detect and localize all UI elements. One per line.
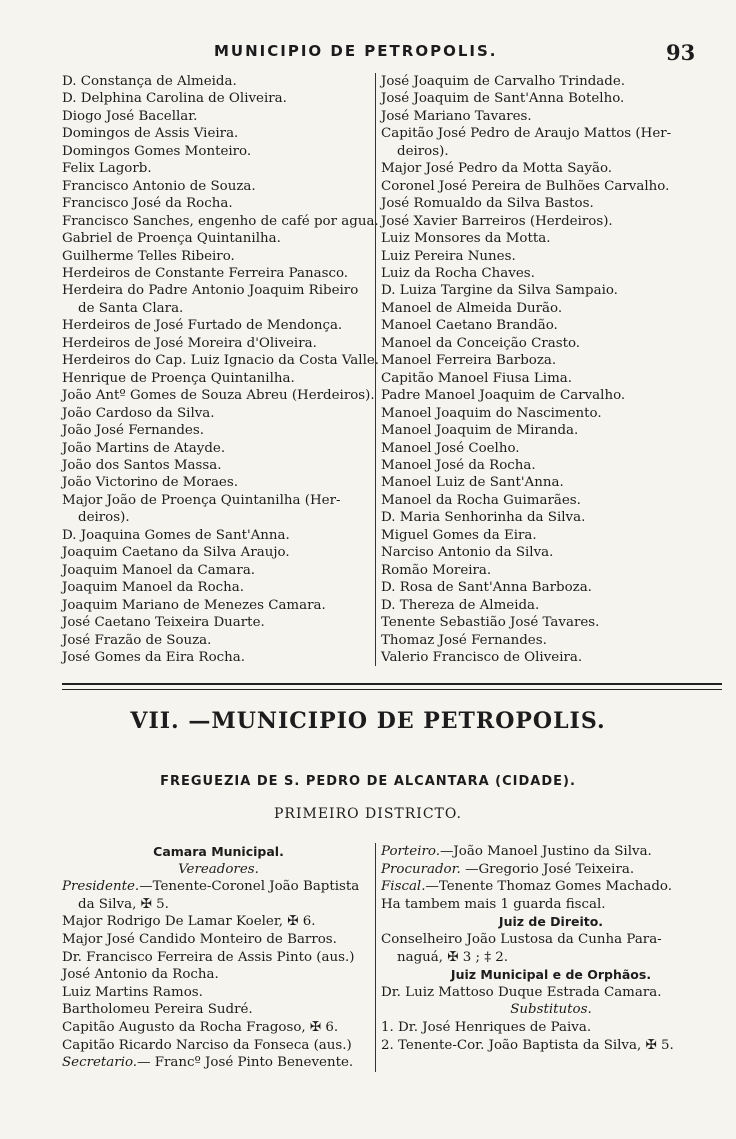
procurador-label: Procurador.: [381, 861, 461, 877]
porteiro-label: Porteiro.: [381, 844, 441, 859]
vereador-entry: Luiz Martins Ramos.: [62, 984, 203, 1000]
vereador-entry: Dr. Francisco Ferreira de Assis Pinto (aus.): [62, 949, 355, 965]
substitutos-heading: Substitutos.: [510, 1002, 592, 1018]
name-entry: José Romualdo da Silva Bastos.: [381, 196, 594, 212]
name-entry: Major João de Proença Quintanilha (Her-: [62, 492, 341, 508]
vereador-entry: Major José Candido Monteiro de Barros.: [62, 931, 337, 947]
name-entry: Herdeiros de Constante Ferreira Panasco.: [62, 265, 349, 281]
name-entry: João Antº Gomes de Souza Abreu (Herdeiros).: [62, 388, 375, 404]
name-entry: João Martins de Atayde.: [62, 440, 226, 456]
fiscal-text: —Tenente Thomaz Gomes Machado.: [425, 879, 672, 895]
juiz-municipal-entry: Dr. Luiz Mattoso Duque Estrada Camara.: [381, 984, 662, 1000]
name-entry: Joaquim Manoel da Camara.: [62, 562, 256, 578]
name-entry: João Cardoso da Silva.: [62, 405, 215, 421]
name-entry: João José Fernandes.: [62, 423, 204, 439]
name-entry: José Joaquim de Carvalho Trindade.: [381, 74, 626, 89]
name-entry: Gabriel de Proença Quintanilha.: [62, 231, 281, 247]
name-entry: deiros).: [78, 510, 130, 526]
vereadores-subheading: Vereadores.: [178, 861, 259, 877]
name-list-columns: [62, 73, 722, 666]
name-entry: José Mariano Tavares.: [381, 108, 532, 124]
name-entry: Felix Lagorb.: [62, 161, 152, 177]
section-divider-thin: [62, 689, 722, 690]
name-entry: D. Joaquina Gomes de Sant'Anna.: [62, 527, 290, 543]
left-name-column: [62, 73, 380, 666]
name-entry: Henrique de Proença Quintanilha.: [62, 370, 295, 386]
porteiro-entry: [381, 843, 721, 861]
name-entry: Luiz da Rocha Chaves.: [381, 265, 535, 281]
name-entry: Francisco Antonio de Souza.: [62, 178, 256, 194]
substituto-entry: 2. Tenente-Cor. João Baptista da Silva, ✠ 5.: [381, 1037, 674, 1053]
name-entry: D. Rosa de Sant'Anna Barboza.: [381, 580, 592, 596]
porteiro-text: —João Manoel Justino da Silva.: [440, 844, 652, 859]
juiz-direito-heading: Juiz de Direito.: [498, 914, 604, 930]
right-name-column: [375, 73, 722, 666]
name-entry: Manoel da Conceição Crasto.: [381, 335, 581, 351]
camara-column: [62, 843, 375, 1072]
name-entry: José Joaquim de Sant'Anna Botelho.: [381, 91, 625, 107]
name-entry: D. Constança de Almeida.: [62, 74, 237, 89]
guarda-note: Ha tambem mais 1 guarda fiscal.: [381, 896, 606, 912]
chapter-title: VII. —MUNICIPIO DE PETROPOLIS.: [130, 708, 606, 734]
name-entry: Manoel José da Rocha.: [381, 457, 536, 473]
name-entry: Manoel Luiz de Sant'Anna.: [381, 475, 564, 491]
name-entry: Major José Pedro da Motta Sayão.: [381, 161, 613, 177]
juiz-municipal-heading: Juiz Municipal e de Orphãos.: [450, 967, 652, 983]
vereador-entry: Major Rodrigo De Lamar Koeler, ✠ 6.: [62, 914, 316, 930]
fiscal-label: Fiscal.: [381, 879, 426, 895]
name-entry: Herdeiros do Cap. Luiz Ignacio da Costa Valle.: [62, 353, 380, 369]
presidente-label: Presidente.: [62, 879, 140, 895]
presidente-continued: da Silva, ✠ 5.: [78, 896, 169, 912]
name-entry: Manoel Caetano Brandão.: [381, 318, 558, 334]
camara-members: [62, 913, 375, 1054]
name-entry: Valerio Francisco de Oliveira.: [381, 649, 583, 665]
name-entry: João Victorino de Moraes.: [62, 475, 238, 491]
name-entry: Domingos de Assis Vieira.: [62, 126, 239, 142]
name-entry: Manoel Joaquim de Miranda.: [381, 423, 579, 439]
name-entry: Joaquim Mariano de Menezes Camara.: [62, 597, 326, 613]
name-entry: José Gomes da Eira Rocha.: [62, 649, 246, 665]
name-entry: Joaquim Caetano da Silva Araujo.: [62, 545, 290, 561]
procurador-entry: [381, 861, 721, 879]
name-entry: Tenente Sebastião José Tavares.: [381, 615, 600, 631]
name-entry: Luiz Monsores da Motta.: [381, 231, 551, 247]
juiz-direito-line1: Conselheiro João Lustosa da Cunha Para-: [381, 931, 662, 947]
name-entry: deiros).: [397, 143, 449, 159]
secretario-label: Secretario.: [62, 1055, 138, 1071]
officials-column: [375, 843, 721, 1072]
vereador-entry: Capitão Augusto da Rocha Fragoso, ✠ 6.: [62, 1019, 339, 1035]
camara-heading: Camara Municipal.: [153, 844, 284, 859]
name-entry: João dos Santos Massa.: [62, 457, 222, 473]
page-number: 93: [666, 40, 696, 65]
name-entry: Capitão Manoel Fiusa Lima.: [381, 370, 573, 386]
section-divider-thick: [62, 683, 722, 685]
parish-title: FREGUEZIA DE S. PEDRO DE ALCANTARA (CIDADE).: [160, 774, 576, 789]
name-entry: Francisco José da Rocha.: [62, 196, 233, 212]
secretario-text: — Francº José Pinto Benevente.: [137, 1055, 354, 1071]
name-entry: Joaquim Manoel da Rocha.: [62, 580, 245, 596]
name-entry: Guilherme Telles Ribeiro.: [62, 248, 235, 264]
name-entry: Coronel José Pereira de Bulhões Carvalho.: [381, 178, 670, 194]
name-entry: Francisco Sanches, engenho de café por agua.: [62, 213, 379, 229]
juiz-direito-line2: naguá, ✠ 3 ; ‡ 2.: [397, 949, 509, 965]
running-header: [0, 38, 736, 68]
name-entry: José Xavier Barreiros (Herdeiros).: [381, 213, 613, 229]
name-entry: Manoel de Almeida Durão.: [381, 300, 563, 316]
name-entry: Luiz Pereira Nunes.: [381, 248, 516, 264]
procurador-text: —Gregorio José Teixeira.: [460, 861, 635, 877]
name-entry: José Frazão de Souza.: [62, 632, 212, 648]
name-entry: D. Delphina Carolina de Oliveira.: [62, 91, 287, 107]
vereador-entry: José Antonio da Rocha.: [62, 967, 219, 983]
vereador-entry: Bartholomeu Pereira Sudré.: [62, 1002, 253, 1018]
name-entry: de Santa Clara.: [78, 300, 184, 316]
district-title: PRIMEIRO DISTRICTO.: [274, 806, 462, 822]
secretario-entry: [62, 1054, 375, 1072]
name-entry: José Caetano Teixeira Duarte.: [62, 615, 265, 631]
name-entry: Manoel José Coelho.: [381, 440, 520, 456]
officials-section: [62, 843, 722, 1072]
name-entry: D. Maria Senhorinha da Silva.: [381, 510, 586, 526]
name-entry: Miguel Gomes da Eira.: [381, 527, 537, 543]
substitutos-list: [381, 1019, 721, 1054]
name-entry: Manoel Ferreira Barboza.: [381, 353, 557, 369]
name-entry: Diogo José Bacellar.: [62, 108, 198, 124]
name-entry: Domingos Gomes Monteiro.: [62, 143, 252, 159]
vereador-entry: Capitão Ricardo Narciso da Fonseca (aus.): [62, 1037, 352, 1053]
name-entry: Narciso Antonio da Silva.: [381, 545, 554, 561]
name-entry: Herdeira do Padre Antonio Joaquim Ribeiro: [62, 283, 359, 299]
name-entry: Manoel da Rocha Guimarães.: [381, 492, 581, 508]
presidente-entry: [62, 878, 375, 896]
substituto-entry: 1. Dr. José Henriques de Paiva.: [381, 1019, 592, 1035]
name-entry: Herdeiros de José Furtado de Mendonça.: [62, 318, 343, 334]
name-entry: D. Thereza de Almeida.: [381, 597, 540, 613]
name-entry: D. Luiza Targine da Silva Sampaio.: [381, 283, 618, 299]
name-entry: Herdeiros de José Moreira d'Oliveira.: [62, 335, 317, 351]
fiscal-entry: [381, 878, 721, 896]
running-title: MUNICIPIO DE PETROPOLIS.: [214, 42, 498, 60]
presidente-text: —Tenente-Coronel João Baptista: [139, 879, 360, 895]
name-entry: Padre Manoel Joaquim de Carvalho.: [381, 388, 626, 404]
name-entry: Romão Moreira.: [381, 562, 492, 578]
name-entry: Capitão José Pedro de Araujo Mattos (Her-: [381, 126, 672, 142]
name-entry: Thomaz José Fernandes.: [381, 632, 547, 648]
name-entry: Manoel Joaquim do Nascimento.: [381, 405, 602, 421]
